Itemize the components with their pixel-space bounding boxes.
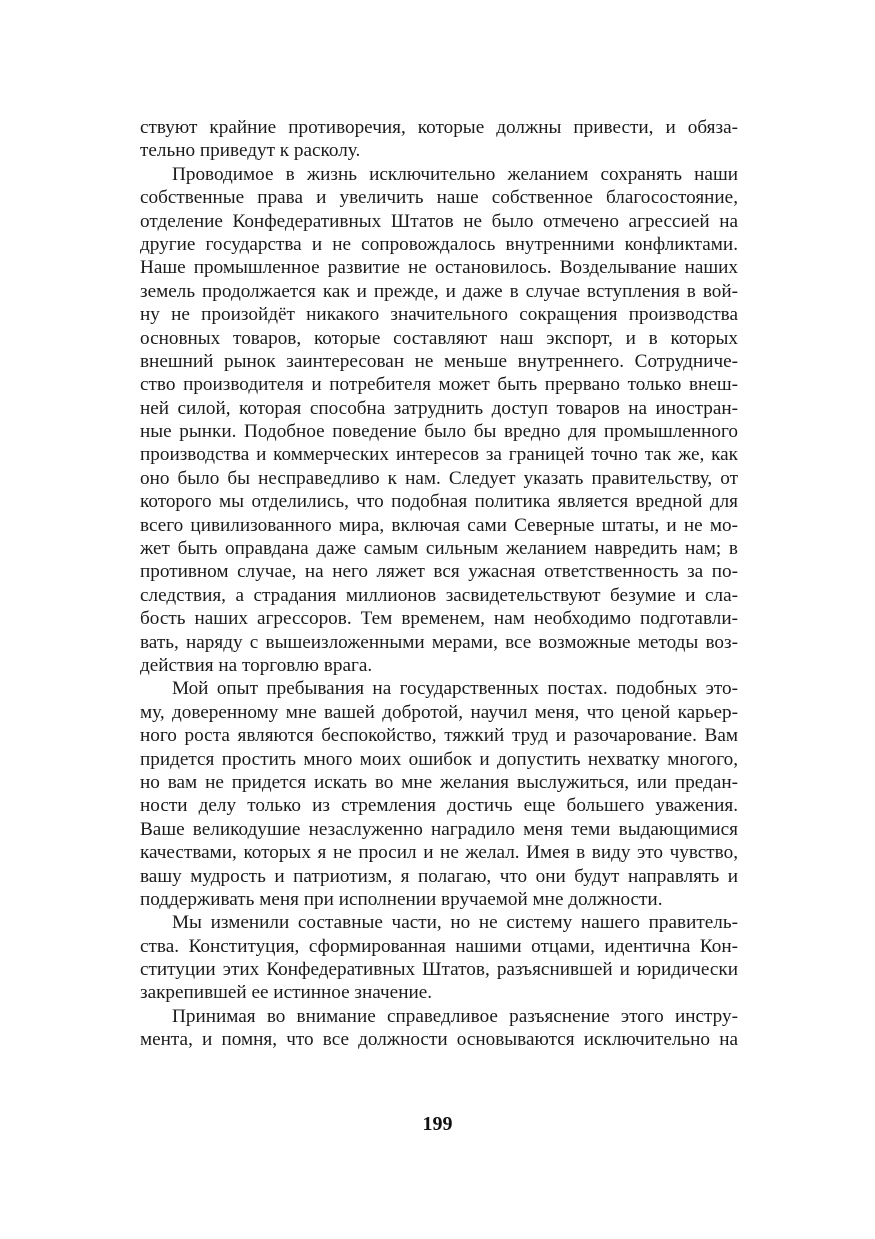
text-line: вать, наряду с вышеизложенными мерами, все возможные методы воз- [140, 631, 738, 653]
text-line: но вам не придется искать во мне желания выслужиться, или предан- [140, 771, 738, 793]
text-line: Ваше великодушие незаслуженно наградило меня теми выдающимися [140, 818, 738, 840]
text-line: ство производителя и потребителя может быть прервано только внеш- [140, 374, 738, 396]
text-line: ствуют крайние противоречия, которые должны привести, и обяза- [140, 117, 738, 138]
text-line: отделение Конфедеративных Штатов не было отмечено агрессией на [140, 210, 738, 232]
text-line: Проводимое в жизнь исключительно желанием сохранять наши [172, 163, 738, 185]
paragraph [140, 163, 738, 678]
text-line: ну не произойдёт никакого значительного сокращения производства [140, 304, 738, 326]
text-line: ней силой, которая способна затруднить доступ товаров на иностран- [140, 397, 738, 419]
paragraph [140, 677, 738, 911]
text-line: собственные права и увеличить наше собственное благосостояние, [140, 187, 738, 209]
text-line: му, доверенному мне вашей добротой, научил меня, что ценой карьер- [140, 701, 738, 723]
text-line: оно было бы несправедливо к нам. Следует указать правительству, от [140, 467, 738, 489]
text-line: внешний рынок заинтересован не меньше внутреннего. Сотрудниче- [140, 350, 738, 372]
text-line: противном случае, на него ляжет вся ужасная ответственность за по- [140, 561, 738, 583]
text-line: земель продолжается как и прежде, и даже в случае вступления в вой- [140, 280, 738, 302]
text-line: ности делу только из стремления достичь еще большего уважения. [140, 795, 738, 817]
paragraph [140, 116, 738, 163]
text-line: следствия, а страдания миллионов засвидетельствуют безумие и сла- [140, 584, 738, 606]
text-line: жет быть оправдана даже самым сильным желанием навредить нам; в [140, 538, 738, 560]
text-line: бость наших агрессоров. Тем временем, нам необходимо подготавли- [140, 608, 738, 630]
text-line: действия на торговлю врага. [140, 654, 373, 676]
text-line: ного роста являются беспокойство, тяжкий труд и разочарование. Вам [140, 725, 738, 747]
text-line: которого мы отделились, что подобная политика является вредной для [140, 491, 738, 513]
text-line: качествами, которых я не просил и не желал. Имея в виду это чувство, [140, 842, 738, 864]
text-line: другие государства и не сопровождалось внутренними конфликтами. [140, 233, 738, 255]
text-line: вашу мудрость и патриотизм, я полагаю, что они будут направлять и [140, 865, 738, 887]
page-number: 199 [422, 1113, 453, 1135]
text-line: Мой опыт пребывания на государственных постах. подобных это- [172, 678, 738, 700]
text-line: поддерживать меня при исполнении вручаемой мне должности. [140, 888, 663, 910]
text-line: Наше промышленное развитие не остановилось. Возделывание наших [140, 257, 738, 279]
text-line: закрепившей ее истинное значение. [140, 982, 433, 1004]
text-line: производства и коммерческих интересов за границей точно так же, как [140, 444, 738, 466]
paragraph [140, 911, 738, 1005]
text-line: основных товаров, которые составляют наш экспорт, и в которых [140, 327, 738, 349]
text-line: ные рынки. Подобное поведение было бы вредно для промышленного [140, 421, 738, 443]
text-line: тельно приведут к расколу. [140, 140, 361, 162]
text-line: Мы изменили составные части, но не систему нашего правитель- [172, 912, 738, 934]
text-line: Принимая во внимание справедливое разъяснение этого инстру- [172, 1005, 738, 1027]
text-line: всего цивилизованного мира, включая сами Северные штаты, и не мо- [140, 514, 738, 536]
text-line: придется простить много моих ошибок и допустить нехватку многого, [140, 748, 738, 770]
text-line: ства. Конституция, сформированная нашими отцами, идентична Кон- [140, 935, 738, 957]
body-text [140, 116, 738, 1052]
text-line: мента, и помня, что все должности основываются исключительно на [140, 1029, 738, 1051]
text-line: ституции этих Конфедеративных Штатов, разъяснившей и юридически [140, 959, 738, 981]
paragraph [140, 1005, 738, 1052]
